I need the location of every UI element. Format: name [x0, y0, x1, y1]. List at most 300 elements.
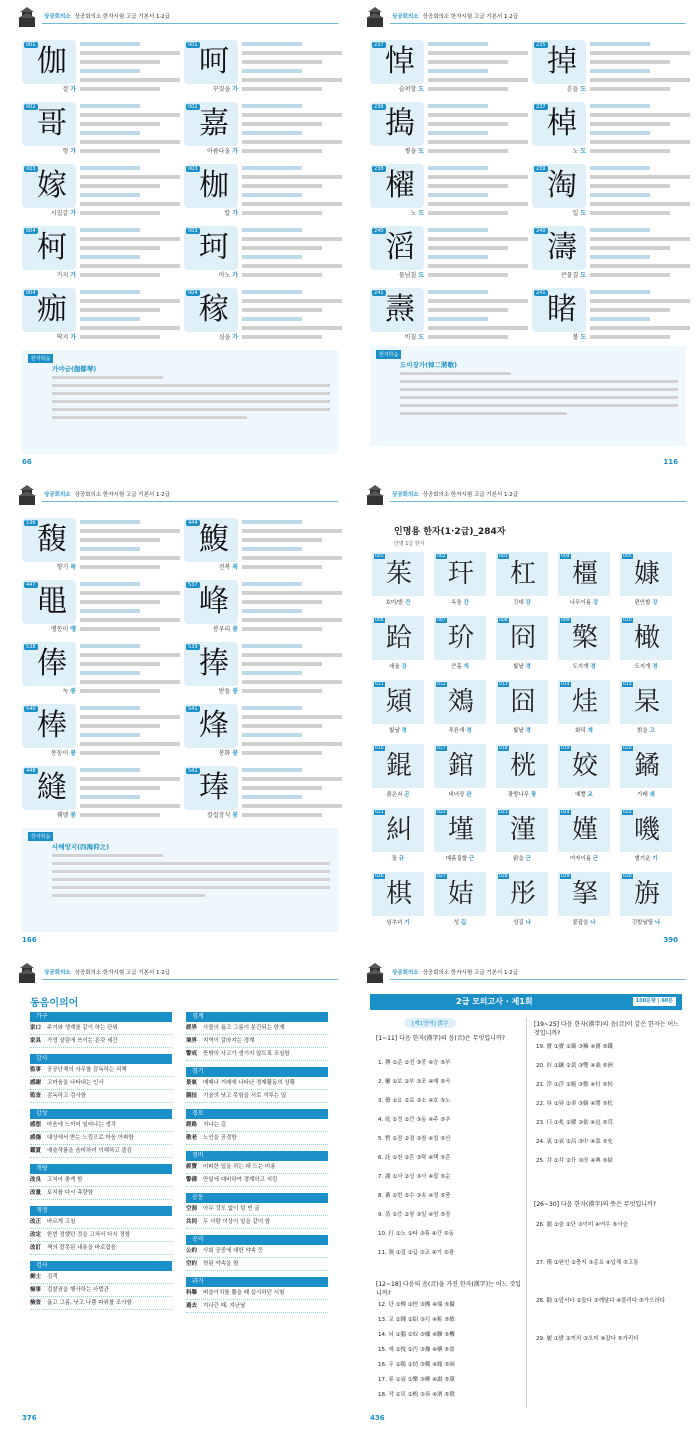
hanja-grid-cell	[620, 872, 672, 928]
homonym-word: 經路	[186, 1122, 198, 1128]
homonym-row	[30, 1064, 172, 1077]
meaning: 봉우리	[212, 626, 231, 633]
grid-hanja-char: 冏	[510, 623, 537, 653]
homonym-meaning: 토지를 다시 측량함	[47, 1190, 94, 1196]
section-title: 인명용 한자(1·2급)_284자	[394, 527, 506, 537]
tip-badge: 한자학습	[28, 832, 53, 841]
grid-char-box	[434, 872, 486, 916]
sound: 봉	[70, 750, 76, 757]
grid-hanja-char: 墐	[448, 815, 475, 845]
homonym-meaning: 지역이 갈라지는 경계	[203, 1038, 255, 1044]
homonym-meaning: 대상에서 받는 느낌으로 마음 아파함	[47, 1135, 134, 1141]
meaning: 가지	[56, 272, 69, 279]
char-card	[22, 288, 182, 340]
homonym-word: 改訂	[30, 1245, 42, 1251]
grid-char-box	[620, 616, 672, 660]
homonym-row	[186, 1203, 328, 1216]
char-box	[22, 580, 76, 624]
hanja-grid-cell	[620, 616, 672, 672]
grid-number: 006	[375, 618, 384, 623]
char-card	[184, 226, 344, 278]
grid-number: 012	[437, 682, 446, 687]
grid-reading	[372, 790, 424, 798]
grid-number: 026	[375, 874, 384, 879]
char-box	[184, 40, 238, 84]
char-box	[532, 40, 586, 84]
exam-time: 100문항 | 60분	[633, 997, 676, 1006]
grid-reading	[434, 726, 486, 734]
meaning: 시집갈	[50, 210, 69, 217]
grid-reading	[496, 598, 548, 606]
meaning: 별기운	[634, 856, 651, 862]
char-reading	[370, 270, 424, 279]
homonym-row	[30, 1271, 172, 1284]
grid-number: 009	[561, 618, 570, 623]
char-card	[22, 580, 182, 632]
grid-char-box	[372, 616, 424, 660]
hanja-char: 哥	[37, 106, 67, 141]
grid-number: 021	[375, 810, 384, 815]
homonym-meaning: 옳고 그름, 낫고 나쁨 따위를 조사함	[47, 1300, 132, 1306]
homonym-meaning: 매매나 거래에 나타난 경제활동의 상황	[203, 1080, 296, 1086]
header-text: 상공회의소 상공회의소 한자시험 고급 기본서 1·2급	[44, 970, 171, 976]
homonym-heading: 공약	[186, 1235, 328, 1245]
char-usage-text	[80, 104, 180, 158]
grid-char-box	[434, 680, 486, 724]
grid-hanja-char: 錕	[386, 751, 413, 781]
char-usage-text	[428, 42, 528, 96]
section-subtitle: 인명 1급 한자	[394, 541, 425, 547]
meaning: 편안할	[634, 600, 651, 606]
char-box	[370, 288, 424, 332]
sound: 나	[525, 920, 531, 926]
char-number: 538	[26, 644, 36, 650]
char-usage-text	[428, 228, 528, 282]
sound: 도	[580, 86, 586, 93]
grid-reading	[620, 662, 672, 670]
homonym-heading: 경기	[186, 1067, 328, 1077]
question-row: 10. 打 ①노 ②타 ③휴 ④간 ⑤동	[378, 1231, 454, 1237]
char-usage-text	[590, 166, 690, 220]
char-card	[184, 580, 344, 632]
hanja-char: 嘉	[199, 106, 229, 141]
meaning: 도지개	[634, 664, 651, 670]
meaning: 빛날	[389, 728, 400, 734]
char-usage-text	[590, 228, 690, 282]
sound: 봉	[70, 688, 76, 695]
char-reading	[184, 686, 238, 695]
char-box	[184, 164, 238, 208]
grid-number: 029	[561, 874, 570, 879]
char-box	[22, 704, 76, 748]
grid-char-box	[558, 872, 610, 916]
homonym-meaning: 공공단체의 사무를 감독하는 직책	[47, 1067, 127, 1073]
sound: 봉	[232, 626, 238, 633]
grid-number: 007	[437, 618, 446, 623]
grid-char-box	[558, 552, 610, 596]
meaning: 여자이름	[569, 856, 592, 862]
question-row: 16. 우 ①陽 ②幼 ③郵 ④緣 ⑤兩	[378, 1362, 455, 1368]
sound: 봉	[232, 750, 238, 757]
hanja-grid-cell	[558, 552, 610, 608]
homonym-word: 警備	[186, 1177, 198, 1183]
grid-char-box	[372, 808, 424, 852]
grid-reading	[434, 790, 486, 798]
sound: 곤	[404, 792, 410, 798]
hanja-char: 濤	[547, 230, 577, 265]
char-reading	[532, 208, 586, 217]
homonym-word: 監事	[30, 1067, 42, 1073]
homonym-word: 空約	[186, 1261, 198, 1267]
char-number: 536	[26, 520, 36, 526]
grid-hanja-char: 鐍	[634, 751, 661, 781]
char-card	[22, 704, 182, 756]
grid-hanja-char: 杠	[510, 559, 537, 589]
char-box	[184, 102, 238, 146]
homonym-row	[186, 1161, 328, 1174]
homonym-heading: 검사	[30, 1261, 172, 1271]
page-3	[8, 484, 344, 954]
char-box	[22, 40, 76, 84]
char-card	[184, 102, 344, 154]
meaning: 예쁠	[575, 792, 586, 798]
hanja-grid-cell	[558, 808, 610, 864]
hanja-grid-cell	[372, 616, 424, 672]
header-text: 상공회의소 상공회의소 한자시험 고급 기본서 1·2급	[44, 492, 171, 498]
homonym-meaning: 벼슬아치를 뽑을 때 실시하던 시험	[203, 1290, 285, 1296]
hanja-char: 捧	[199, 646, 229, 681]
question-group-2: [12~18] 다음의 음(音)을 가진 한자(漢字)는 어느 것입니까?	[376, 1281, 521, 1297]
char-reading	[370, 332, 424, 341]
grid-reading	[620, 918, 672, 926]
grid-char-box	[558, 616, 610, 660]
hanja-grid-cell	[372, 808, 424, 864]
page-header	[8, 6, 344, 28]
homonym-meaning: 검찰권을 행사하는 사법관	[47, 1287, 109, 1293]
hanja-grid-cell	[496, 552, 548, 608]
grid-reading	[558, 662, 610, 670]
homonym-meaning: 사회 공중에 대한 약속 등	[203, 1248, 264, 1254]
sound: 관	[466, 792, 472, 798]
meaning: 맹꽁이	[50, 626, 69, 633]
homonym-word: 競技	[186, 1093, 198, 1099]
homonym-row	[186, 1048, 328, 1061]
meaning: 물넘칠	[398, 272, 417, 279]
sound: 가	[232, 148, 238, 155]
grid-reading	[558, 726, 610, 734]
char-box	[22, 226, 76, 270]
sound: 가	[70, 210, 76, 217]
grid-hanja-char: 玕	[448, 559, 475, 589]
char-usage-text	[590, 290, 690, 344]
char-card	[22, 164, 182, 216]
question-row: 11. 執 ①집 ②급 ③교 ④기 ⑤광	[378, 1250, 454, 1256]
hanja-grid-cell	[434, 616, 486, 672]
grid-number: 024	[561, 810, 570, 815]
grid-number: 008	[499, 618, 508, 623]
grid-reading	[372, 726, 424, 734]
homonym-word: 家口	[30, 1025, 42, 1031]
grid-reading	[434, 662, 486, 670]
question-row: 29. 履 ①밝 ②끼치 ③오미 ④잡다 ⑤가리다	[536, 1336, 639, 1342]
grid-hanja-char: 囧	[510, 687, 537, 717]
hanja-grid-cell	[620, 552, 672, 608]
homonym-word: 鑑賞	[30, 1148, 42, 1154]
homonym-meaning: 기술의 낫고 못함을 서로 겨루는 일	[203, 1093, 287, 1099]
char-card	[532, 288, 692, 340]
sound: 고	[649, 728, 655, 734]
grid-hanja-char: 旃	[634, 879, 661, 909]
char-number: 540	[26, 706, 36, 712]
char-box	[22, 642, 76, 686]
grid-char-box	[496, 680, 548, 724]
hanja-char: 伽	[37, 44, 67, 79]
meaning: 맑을	[513, 856, 524, 862]
tip-title: 도이장가(悼二將歌)	[400, 361, 458, 369]
sound: 도	[418, 86, 424, 93]
hanja-grid-cell	[434, 680, 486, 736]
char-reading	[184, 146, 238, 155]
grid-hanja-char: 熲	[386, 687, 413, 717]
hanja-grid-cell	[434, 808, 486, 864]
grid-hanja-char: 跲	[386, 623, 413, 653]
char-card	[22, 40, 182, 92]
tip-text	[52, 376, 330, 424]
char-usage-text	[80, 42, 180, 96]
grid-char-box	[620, 680, 672, 724]
hanja-grid-cell	[620, 744, 672, 800]
char-usage-text	[242, 104, 342, 158]
sound: 도	[580, 334, 586, 341]
grid-reading	[434, 918, 486, 926]
sound: 근	[592, 856, 599, 862]
char-box	[184, 518, 238, 562]
meaning: 매흙질할	[445, 856, 468, 862]
homonym-row	[186, 1300, 328, 1313]
char-reading	[22, 562, 76, 571]
homonym-row	[186, 1022, 328, 1035]
grid-hanja-char: 錧	[448, 751, 475, 781]
grid-hanja-char: 嘰	[634, 815, 661, 845]
char-reading	[370, 208, 424, 217]
char-reading	[22, 84, 76, 93]
homonym-word: 改良	[30, 1177, 42, 1183]
char-card	[532, 40, 692, 92]
homonym-row	[30, 1145, 172, 1158]
homonym-word: 警戒	[186, 1051, 198, 1057]
char-number: 237	[374, 42, 384, 48]
char-box	[370, 40, 424, 84]
hanja-grid-cell	[620, 680, 672, 736]
char-usage-text	[242, 706, 342, 760]
grid-reading	[434, 598, 486, 606]
grid-reading	[496, 662, 548, 670]
question-row: 24. 衷 ①衰 ②昌 ③中 ④菜 ⑤充	[536, 1139, 613, 1145]
char-number: 002	[26, 104, 36, 110]
sound: 도	[418, 210, 424, 217]
hanja-char: 棹	[547, 106, 577, 141]
sound: 근	[525, 856, 531, 862]
question-row: 22. 昇 ①昇 ②率 ③姻 ④將 ⑤松	[536, 1101, 613, 1107]
homonym-word: 改定	[30, 1232, 42, 1238]
page-4	[356, 484, 692, 954]
char-number: 239	[536, 166, 546, 172]
homonym-heading: 가구	[30, 1012, 172, 1022]
hanja-char: 鰒	[199, 522, 229, 557]
grid-hanja-char: 桄	[510, 751, 537, 781]
char-reading	[184, 748, 238, 757]
grid-char-box	[372, 680, 424, 724]
header-text: 상공회의소 상공회의소 한자시험 고급 기본서 1·2급	[392, 492, 519, 498]
homonym-meaning: 사물의 옳고 그름이 분간되는 한계	[203, 1025, 285, 1031]
char-box	[184, 288, 238, 332]
meaning: 칼	[224, 210, 231, 217]
grid-number: 001	[375, 554, 384, 559]
homonym-word: 科擧	[186, 1290, 198, 1296]
grid-char-box	[620, 552, 672, 596]
sound: 개	[463, 664, 469, 670]
sound: 가	[70, 272, 76, 279]
tip-badge: 한자학습	[376, 350, 401, 359]
meaning: 세울	[389, 664, 400, 670]
homonym-column-left	[30, 1006, 172, 1310]
meaning: 볼	[572, 334, 579, 341]
char-box	[184, 580, 238, 624]
grid-number: 023	[499, 810, 508, 815]
question-group-1: [1~11] 다음 한자(漢字)의 음(音)은 무엇입니까?	[376, 1035, 505, 1042]
homonym-heading: 개량	[30, 1164, 172, 1174]
hanja-char: 睹	[547, 292, 577, 327]
char-number: 002	[188, 104, 198, 110]
homonym-word: 檢査	[30, 1300, 42, 1306]
question-row: 28. 勸 ①앞서다 ②돌다 ③깨달다 ④물리다 ⑤가으라다	[536, 1298, 666, 1304]
sound: 교	[587, 792, 593, 798]
char-box	[370, 164, 424, 208]
char-number: 447	[26, 582, 36, 588]
meaning: 봉화	[218, 750, 231, 757]
tip-title: 사해앙지(四海仰之)	[52, 843, 110, 851]
page-number: 376	[22, 1414, 37, 1422]
sound: 봉	[70, 812, 76, 819]
meaning: 나무이름	[569, 600, 592, 606]
grid-number: 025	[623, 810, 632, 815]
hanja-grid-cell	[620, 808, 672, 864]
sound: 강	[592, 600, 599, 606]
homonym-row	[186, 1216, 328, 1229]
grid-reading	[558, 790, 610, 798]
char-reading	[184, 332, 238, 341]
grid-hanja-char: 姞	[448, 879, 475, 909]
question-row: 13. 교 ①鍾 ②紹 ③巧 ④粧 ⑤敏	[378, 1317, 455, 1323]
homonym-meaning: 가정 살림에 쓰이는 온갖 세간	[47, 1038, 118, 1044]
hanja-char: 俸	[37, 646, 67, 681]
homonym-heading: 개정	[30, 1206, 172, 1216]
tip-text	[52, 854, 330, 902]
char-number: 240	[536, 228, 546, 234]
question-row: 12. 단 ①傳 ②徑 ③團 ④端 ⑤攝	[378, 1302, 455, 1308]
meaning: 임추녀	[386, 920, 403, 926]
meaning: 마노	[218, 272, 231, 279]
question-row: 20. 衫 ①鑛 ②黃 ③雙 ④桑 ⑤洲	[536, 1063, 613, 1069]
homonym-meaning: 뜻밖의 사고가 생기지 않도록 조심함	[203, 1051, 290, 1057]
char-reading	[184, 562, 238, 571]
char-card	[22, 226, 182, 278]
grid-number: 028	[499, 874, 508, 879]
meaning: 비칠	[404, 334, 417, 341]
char-card	[22, 518, 182, 570]
sound: 가	[70, 86, 76, 93]
sound: 도	[418, 272, 424, 279]
homonym-meaning: 감독하고 검사함	[47, 1093, 86, 1099]
homonym-word: 公約	[186, 1248, 198, 1254]
char-box	[184, 766, 238, 810]
sound: 나	[590, 920, 596, 926]
homonym-row	[30, 1077, 172, 1090]
castle-icon	[364, 962, 386, 984]
char-reading	[22, 686, 76, 695]
sound: 도	[580, 148, 586, 155]
grid-reading	[496, 918, 548, 926]
meaning: 꾸짖을	[212, 86, 231, 93]
homonym-word: 感謝	[30, 1080, 42, 1086]
sound: 계	[587, 728, 593, 734]
hanja-char: 縫	[37, 770, 67, 805]
char-card	[184, 518, 344, 570]
char-box	[22, 766, 76, 810]
meaning: 빛날	[513, 664, 524, 670]
grid-char-box	[434, 616, 486, 660]
hanja-grid-cell	[496, 872, 548, 928]
tip-box	[370, 346, 686, 446]
hanja-grid-cell	[496, 744, 548, 800]
page-header	[356, 6, 692, 28]
meaning: 붉은쇠	[386, 792, 403, 798]
question-row: 25. 井 ①井 ②升 ③淳 ④典 ⑤掃	[536, 1158, 613, 1164]
homonym-word: 改量	[30, 1190, 42, 1196]
sound: 길	[460, 920, 467, 926]
char-usage-text	[80, 290, 180, 344]
char-usage-text	[80, 706, 180, 760]
grid-reading	[558, 598, 610, 606]
grid-hanja-char: 茱	[386, 559, 413, 589]
char-card	[370, 40, 530, 92]
homonym-row	[186, 1119, 328, 1132]
char-box	[22, 288, 76, 332]
char-reading	[22, 146, 76, 155]
sound: 경	[525, 728, 531, 734]
grid-char-box	[496, 744, 548, 788]
homonym-row	[186, 1077, 328, 1090]
hanja-char: 柯	[37, 230, 67, 265]
homonym-meaning: 주거와 생계를 같이 하는 단위	[47, 1025, 118, 1031]
hanja-char: 枷	[199, 168, 229, 203]
char-usage-text	[80, 520, 180, 574]
castle-icon	[364, 484, 386, 506]
homonym-row	[30, 1242, 172, 1255]
char-usage-text	[428, 166, 528, 220]
grid-reading	[496, 854, 548, 862]
char-box	[184, 704, 238, 748]
grid-number: 030	[623, 874, 632, 879]
hanja-grid-cell	[372, 552, 424, 608]
char-card	[184, 288, 344, 340]
question-row: 5. 暫 ①잠 ②점 ③참 ④칠 ⑤산	[378, 1136, 451, 1142]
grid-char-box	[496, 616, 548, 660]
meaning: 딱지	[56, 334, 69, 341]
char-number: 444	[188, 520, 198, 526]
homonym-row	[30, 1174, 172, 1187]
castle-icon	[364, 6, 386, 28]
